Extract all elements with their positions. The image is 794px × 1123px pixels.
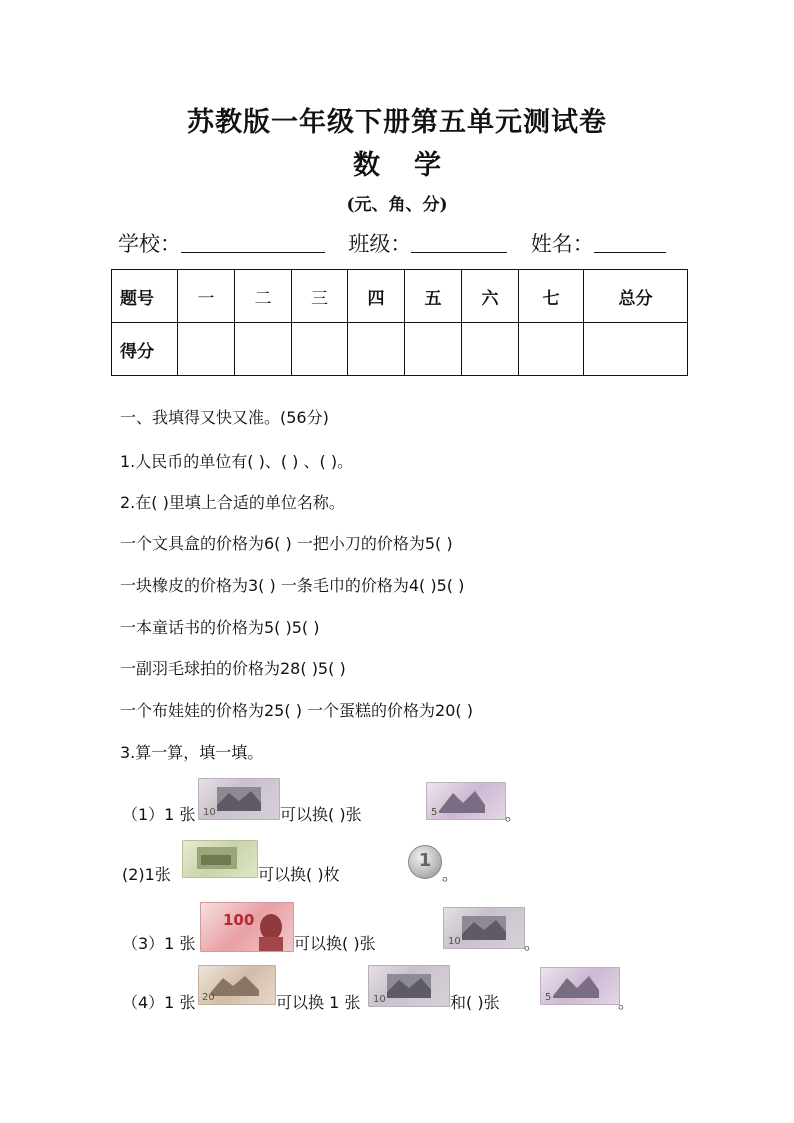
score-cell[interactable] bbox=[519, 323, 584, 376]
five-yuan-note-image bbox=[540, 967, 620, 1005]
ten-yuan-note-drawing bbox=[369, 966, 449, 1006]
col-header-1: 一 bbox=[178, 270, 235, 323]
q3-item-1-prefix: （1）1 张 bbox=[122, 805, 196, 824]
twenty-yuan-denomination: 20 bbox=[202, 992, 215, 1003]
q3-item-4-suffix: 。 bbox=[618, 993, 635, 1012]
class-label: 班级： bbox=[348, 232, 412, 256]
ten-yuan-denomination: 10 bbox=[448, 936, 461, 947]
q3-item-3-prefix: （3）1 张 bbox=[122, 934, 196, 953]
unit-note: (元、角、分) bbox=[346, 195, 448, 215]
ten-yuan-note-drawing bbox=[444, 908, 524, 948]
q2-line-1: 一个文具盒的价格为6( ) 一把小刀的价格为5( ) bbox=[120, 534, 453, 553]
q3-item-4-middle2: 和( )张 bbox=[450, 993, 500, 1012]
twenty-yuan-note-drawing bbox=[199, 966, 275, 1004]
twenty-yuan-note-image bbox=[198, 965, 276, 1005]
score-value-row bbox=[112, 323, 688, 376]
score-cell[interactable] bbox=[235, 323, 292, 376]
ten-yuan-note-image bbox=[368, 965, 450, 1007]
five-yuan-denomination: 5 bbox=[545, 992, 552, 1003]
col-header-4: 四 bbox=[348, 270, 405, 323]
score-cell[interactable] bbox=[292, 323, 348, 376]
score-table bbox=[111, 269, 688, 376]
q3-item-2-suffix: 。 bbox=[442, 865, 459, 884]
col-header-5: 五 bbox=[405, 270, 462, 323]
name-label: 姓名： bbox=[530, 232, 594, 256]
coin-denomination: 1 bbox=[418, 850, 432, 871]
subject-title: 数学 bbox=[353, 150, 475, 181]
col-header-6: 六 bbox=[462, 270, 519, 323]
col-header-3: 三 bbox=[292, 270, 348, 323]
five-yuan-note-image bbox=[426, 782, 506, 820]
q3-item-4-middle: 可以换 1 张 bbox=[276, 993, 361, 1012]
five-yuan-denomination: 5 bbox=[431, 807, 438, 818]
score-header-row bbox=[112, 270, 688, 323]
five-yuan-note-drawing bbox=[541, 968, 619, 1004]
ten-yuan-note-image bbox=[443, 907, 525, 949]
q2-line-3: 一本童话书的价格为5( )5( ) bbox=[120, 618, 320, 637]
q2-line-5: 一个布娃娃的价格为25( ) 一个蛋糕的价格为20( ) bbox=[120, 701, 473, 720]
score-cell[interactable] bbox=[405, 323, 462, 376]
score-cell[interactable] bbox=[348, 323, 405, 376]
score-cell[interactable] bbox=[462, 323, 519, 376]
hundred-yuan-note-drawing bbox=[201, 903, 293, 951]
row-label-score: 得分 bbox=[112, 323, 178, 376]
q3-item-2-middle: 可以换( )枚 bbox=[258, 865, 340, 884]
question-3: 3.算一算，填一填。 bbox=[120, 743, 264, 762]
school-label: 学校： bbox=[118, 232, 181, 256]
question-1: 1.人民币的单位有( )、( ) 、( )。 bbox=[120, 452, 354, 471]
hundred-yuan-denomination: 100 bbox=[223, 911, 255, 929]
one-yuan-note-image bbox=[182, 840, 258, 878]
q3-item-1-middle: 可以换( )张 bbox=[280, 805, 362, 824]
ten-yuan-denomination: 10 bbox=[373, 994, 386, 1005]
one-yuan-coin-image bbox=[408, 845, 442, 879]
section-heading: 一、我填得又快又准。(56分) bbox=[120, 408, 329, 427]
class-blank[interactable] bbox=[411, 230, 507, 253]
score-cell[interactable] bbox=[178, 323, 235, 376]
q3-item-4-prefix: （4）1 张 bbox=[122, 993, 196, 1012]
hundred-yuan-note-image bbox=[200, 902, 294, 952]
col-header-2: 二 bbox=[235, 270, 292, 323]
row-label-question: 题号 bbox=[112, 270, 178, 323]
q2-line-2: 一块橡皮的价格为3( ) 一条毛巾的价格为4( )5( ) bbox=[120, 576, 465, 595]
col-header-7: 七 bbox=[519, 270, 584, 323]
score-cell[interactable] bbox=[584, 323, 688, 376]
ten-yuan-denomination: 10 bbox=[203, 807, 216, 818]
q2-line-4: 一副羽毛球拍的价格为28( )5( ) bbox=[120, 659, 346, 678]
col-header-total: 总分 bbox=[584, 270, 688, 323]
student-info-row bbox=[118, 228, 666, 258]
page-title: 苏教版一年级下册第五单元测试卷 bbox=[187, 107, 607, 138]
school-blank[interactable] bbox=[181, 230, 325, 253]
ten-yuan-note-image bbox=[198, 778, 280, 820]
q3-item-3-middle: 可以换( )张 bbox=[294, 934, 376, 953]
q3-item-1-suffix: 。 bbox=[505, 805, 522, 824]
five-yuan-note-drawing bbox=[427, 783, 505, 819]
one-yuan-note-drawing bbox=[183, 841, 257, 877]
name-blank[interactable] bbox=[594, 230, 666, 253]
q3-item-2-prefix: (2)1张 bbox=[122, 865, 171, 884]
ten-yuan-note-drawing bbox=[199, 779, 279, 819]
question-2: 2.在( )里填上合适的单位名称。 bbox=[120, 493, 345, 512]
q3-item-3-suffix: 。 bbox=[524, 934, 541, 953]
